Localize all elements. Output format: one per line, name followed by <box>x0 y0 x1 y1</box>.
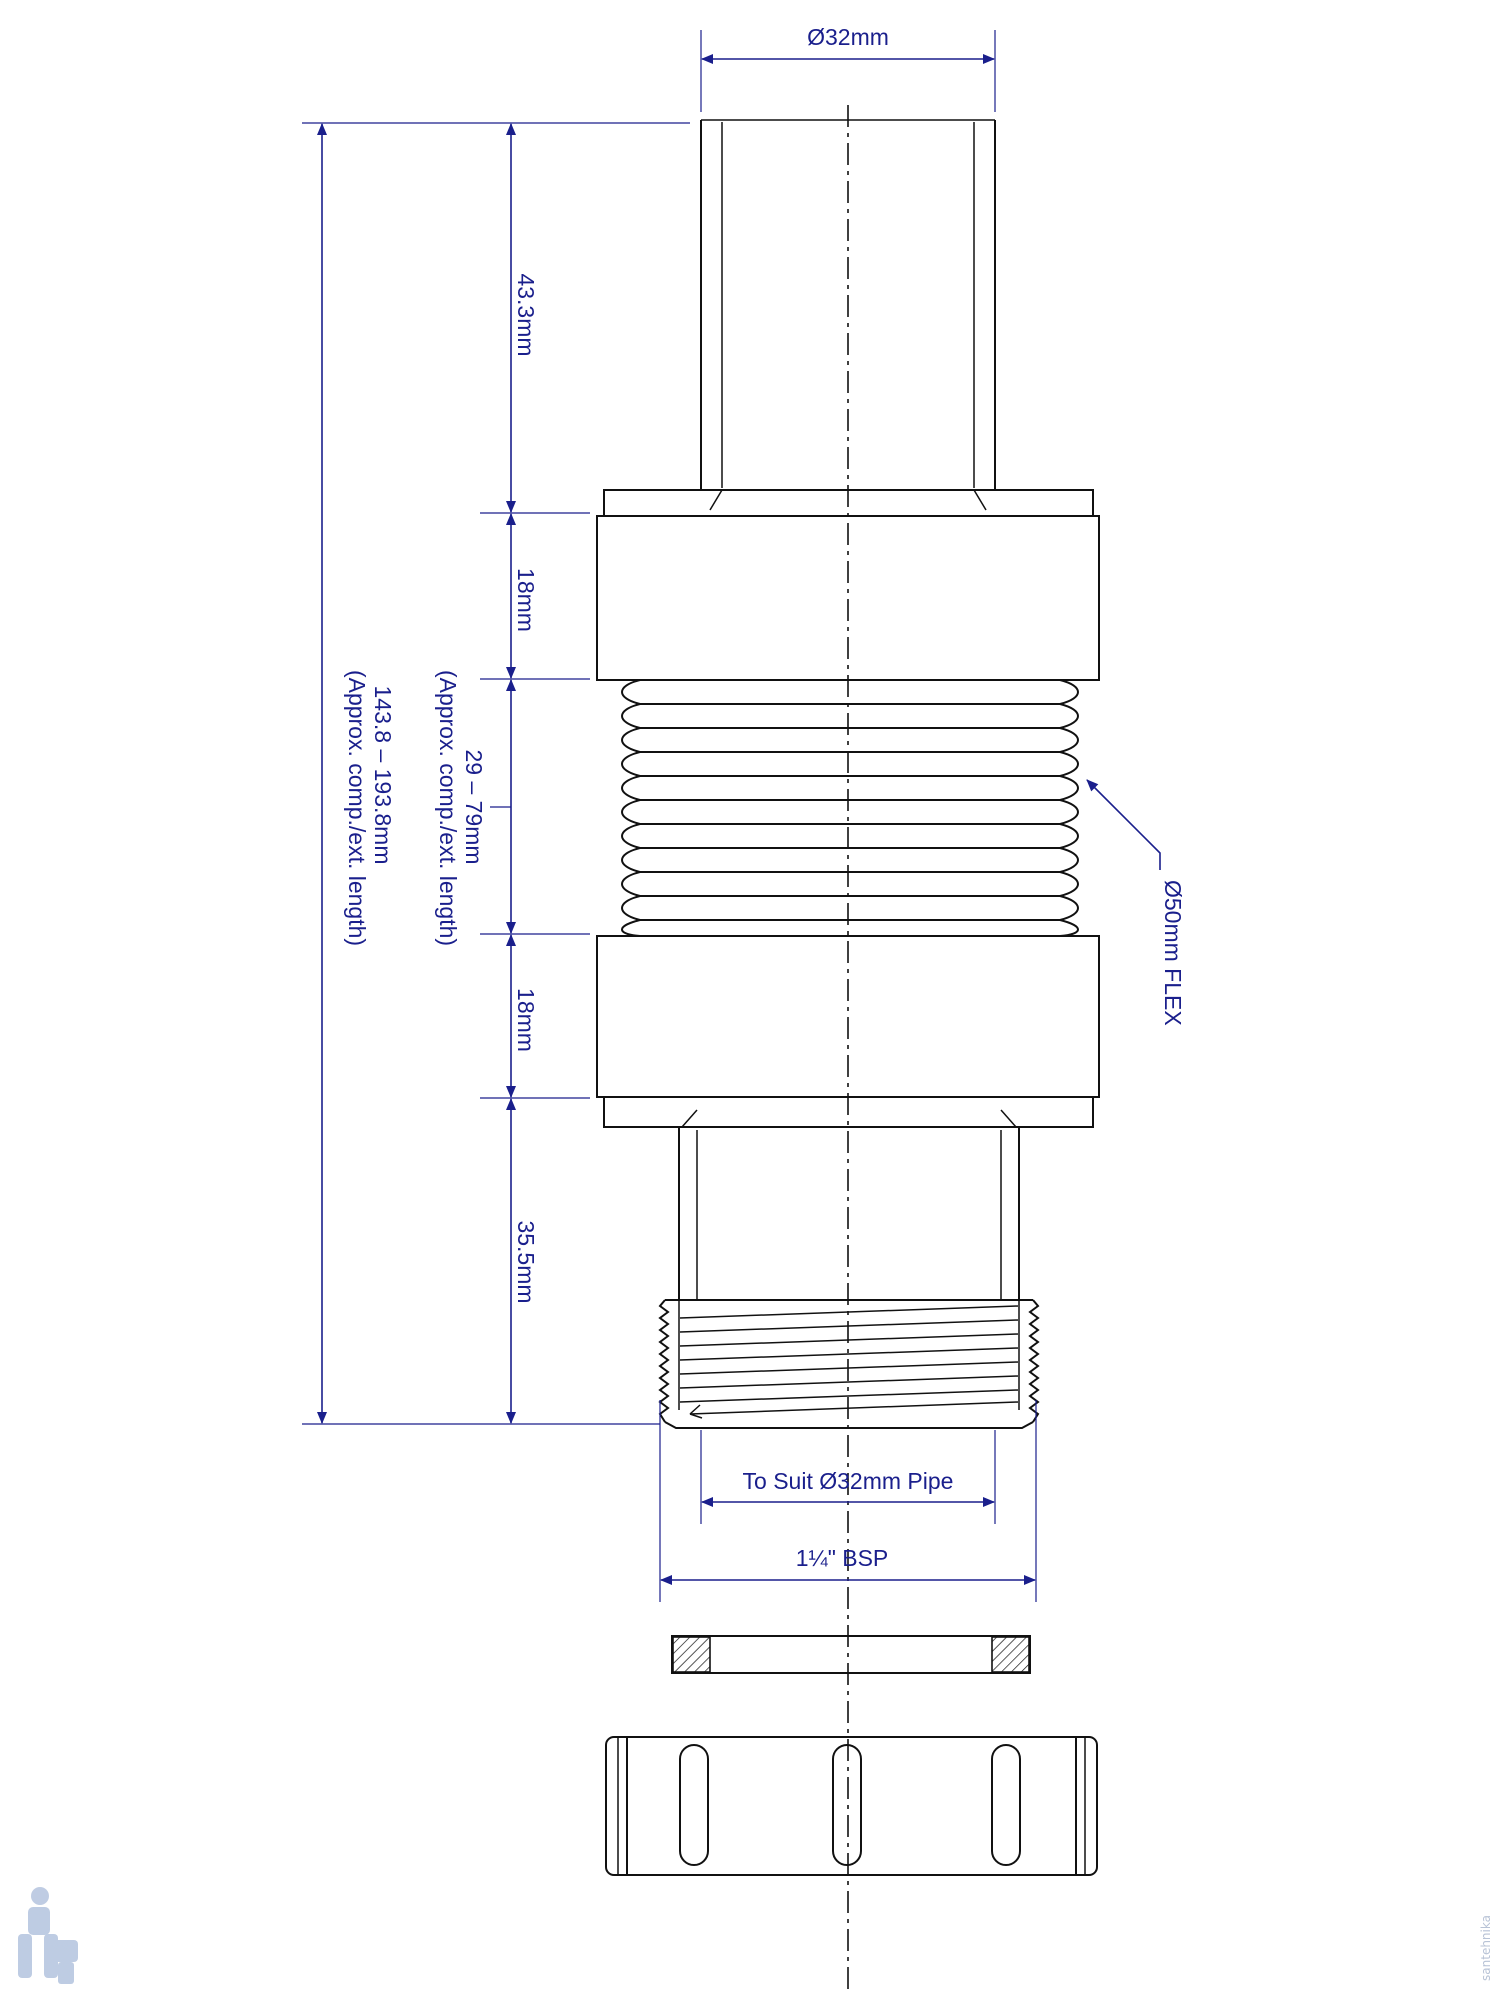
dim-overall-length <box>322 124 396 1423</box>
label-bottom-spigot-length: 35.5mm <box>513 1220 539 1304</box>
dim-top-spigot-length <box>511 124 539 512</box>
dim-top-diameter <box>701 24 995 112</box>
label-overall-length-note: (Approx. comp./ext. length) <box>344 669 370 947</box>
label-top-spigot-length: 43.3mm <box>513 273 539 357</box>
dim-flex-length <box>435 670 511 946</box>
dim-upper-collar-height <box>511 514 539 678</box>
label-flex-diameter: Ø50mm FLEX <box>1160 880 1186 1026</box>
watermark-text: santehnika <box>1479 1915 1493 1981</box>
logo-mascot <box>18 1887 78 1984</box>
label-flex-length-note: (Approx. comp./ext. length) <box>435 669 461 947</box>
label-flex-length: 29 – 79mm <box>461 749 487 865</box>
label-thread: 1¼" BSP <box>795 1545 889 1571</box>
threaded-end <box>660 1300 1038 1428</box>
label-overall-length: 143.8 – 193.8mm <box>370 685 396 865</box>
leader-flex-diameter <box>1087 780 1186 1026</box>
dim-lower-collar-height <box>511 935 539 1097</box>
compression-nut <box>606 1737 1097 1875</box>
flex-corrugation <box>622 680 1078 936</box>
sealing-washer <box>672 1636 1030 1673</box>
label-lower-collar-height: 18mm <box>513 988 539 1052</box>
label-top-diameter: Ø32mm <box>807 24 889 50</box>
dim-bottom-spigot-length <box>511 1099 539 1423</box>
label-pipe-suit: To Suit Ø32mm Pipe <box>742 1468 954 1494</box>
label-upper-collar-height: 18mm <box>513 568 539 632</box>
bottom-spigot <box>679 1110 1019 1300</box>
